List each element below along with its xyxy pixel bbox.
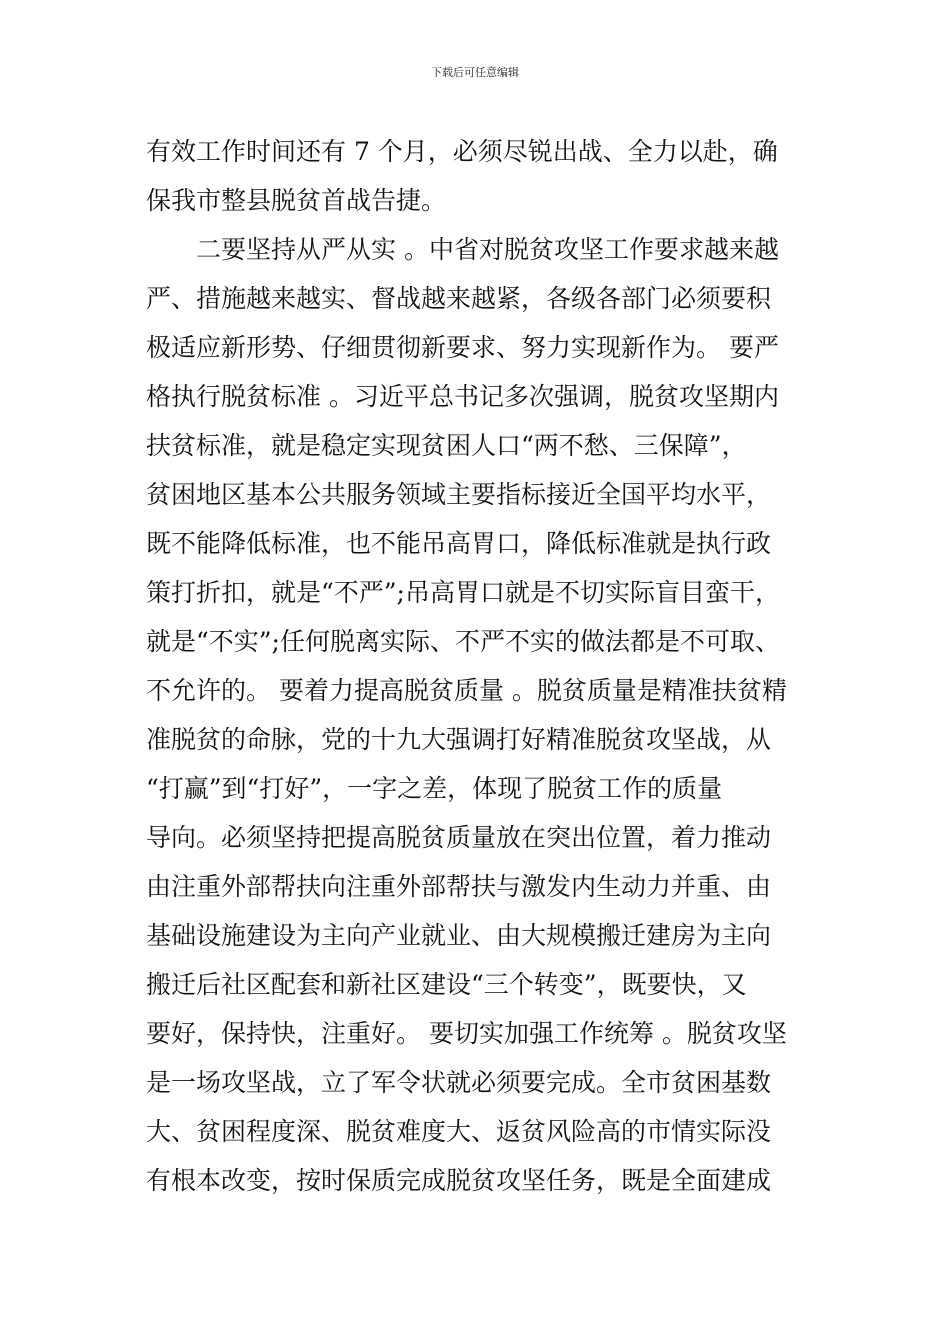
text-line: “打赢”到“打好”，一字之差，体现了脱贫工作的质量: [146, 774, 723, 803]
text-line: 严、措施越来越实、督战越来越紧，各级各部门必须要积: [146, 284, 772, 313]
page-header-note: 下载后可任意编辑: [431, 66, 519, 79]
text-line: 有根本改变，按时保质完成脱贫攻坚任务，既是全面建成: [146, 1166, 772, 1195]
text-line: 扶贫标准，就是稳定实现贫困人口“两不愁、三保障”，: [146, 431, 747, 460]
text-line: 不允许的。 要着力提高脱贫质量 。脱贫质量是精准扶贫精: [146, 676, 787, 705]
text-line: 搬迁后社区配套和新社区建设“三个转变”，既要快，又: [146, 970, 747, 999]
text-line: 就是“不实”;任何脱离实际、不严不实的做法都是不可取、: [146, 627, 780, 656]
text-line: 策打折扣，就是“不严”;吊高胃口就是不切实际盲目蛮干，: [146, 578, 780, 607]
text-line: 大、贫困程度深、脱贫难度大、返贫风险高的市情实际没: [146, 1117, 772, 1146]
text-line: 基础设施建设为主向产业就业、由大规模搬迁建房为主向: [146, 921, 772, 950]
text-line: 格执行脱贫标准 。习近平总书记多次强调，脱贫攻坚期内: [146, 382, 779, 411]
paragraph-first-line: 二要坚持从严从实 。中省对脱贫攻坚工作要求越来越: [196, 235, 779, 264]
text-line: 要好，保持快，注重好。 要切实加强工作统筹 。脱贫攻坚: [146, 1019, 787, 1048]
text-line: 由注重外部帮扶向注重外部帮扶与激发内生动力并重、由: [146, 872, 772, 901]
text-line: 是一场攻坚战，立了军令状就必须要完成。全市贫困基数: [146, 1068, 772, 1097]
text-line: 准脱贫的命脉，党的十九大强调打好精准脱贫攻坚战，从: [146, 725, 772, 754]
text-line: 有效工作时间还有 7 个月，必须尽锐出战、全力以赴，确: [146, 137, 778, 166]
text-line: 极适应新形势、仔细贯彻新要求、努力实现新作为。 要严: [146, 333, 779, 362]
text-line: 保我市整县脱贫首战告捷。: [146, 186, 447, 215]
text-line: 导向。必须坚持把提高脱贫质量放在突出位置，着力推动: [146, 823, 772, 852]
text-line: 贫困地区基本公共服务领域主要指标接近全国平均水平，: [146, 480, 772, 509]
text-line: 既不能降低标准，也不能吊高胃口，降低标准就是执行政: [146, 529, 772, 558]
